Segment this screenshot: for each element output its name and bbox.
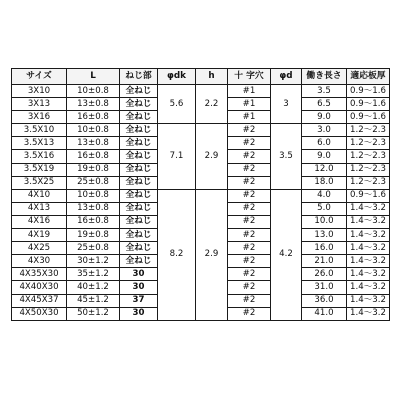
cell-length: 25±0.8 <box>67 176 120 189</box>
table-row <box>12 189 390 202</box>
cell-thread: 全ねじ <box>120 255 158 268</box>
cell-recess: #2 <box>228 163 271 176</box>
cell-head-height: 2.9 <box>196 189 228 320</box>
header-work-length: 働き長さ <box>302 69 347 85</box>
cell-plate-thickness: 1.4～3.2 <box>347 294 390 307</box>
cell-size: 3.5X16 <box>12 150 67 163</box>
cell-plate-thickness: 0.9～1.6 <box>347 111 390 124</box>
cell-size: 3.5X19 <box>12 163 67 176</box>
cell-work-length: 36.0 <box>302 294 347 307</box>
cell-length: 10±0.8 <box>67 124 120 137</box>
header-plate-thickness: 適応板厚 <box>347 69 390 85</box>
cell-size: 4X25 <box>12 242 67 255</box>
cell-thread: 37 <box>120 294 158 307</box>
cell-recess: #2 <box>228 215 271 228</box>
table-row <box>12 85 390 98</box>
cell-plate-thickness: 0.9～1.6 <box>347 98 390 111</box>
cell-size: 3.5X13 <box>12 137 67 150</box>
cell-plate-thickness: 1.4～3.2 <box>347 255 390 268</box>
cell-size: 4X30 <box>12 255 67 268</box>
header-recess: 十 字穴 <box>228 69 271 85</box>
header-head-height: h <box>196 69 228 85</box>
cell-length: 16±0.8 <box>67 150 120 163</box>
cell-work-length: 4.0 <box>302 189 347 202</box>
cell-length: 45±1.2 <box>67 294 120 307</box>
cell-size: 4X35X30 <box>12 268 67 281</box>
cell-size: 3.5X10 <box>12 124 67 137</box>
cell-size: 3X13 <box>12 98 67 111</box>
cell-recess: #1 <box>228 98 271 111</box>
cell-size: 4X16 <box>12 215 67 228</box>
cell-work-length: 3.5 <box>302 85 347 98</box>
cell-size: 4X40X30 <box>12 281 67 294</box>
cell-work-length: 10.0 <box>302 215 347 228</box>
cell-plate-thickness: 0.9～1.6 <box>347 85 390 98</box>
cell-size: 4X19 <box>12 229 67 242</box>
cell-thread: 全ねじ <box>120 215 158 228</box>
cell-length: 16±0.8 <box>67 111 120 124</box>
cell-recess: #2 <box>228 307 271 320</box>
cell-thread: 全ねじ <box>120 85 158 98</box>
cell-thread: 全ねじ <box>120 229 158 242</box>
cell-work-length: 5.0 <box>302 202 347 215</box>
cell-thread: 全ねじ <box>120 176 158 189</box>
cell-length: 30±1.2 <box>67 255 120 268</box>
cell-recess: #1 <box>228 85 271 98</box>
cell-plate-thickness: 1.2～2.3 <box>347 124 390 137</box>
cell-work-length: 41.0 <box>302 307 347 320</box>
cell-work-length: 9.0 <box>302 150 347 163</box>
cell-head-diameter: 5.6 <box>158 85 196 124</box>
cell-plate-thickness: 1.4～3.2 <box>347 215 390 228</box>
cell-size: 4X50X30 <box>12 307 67 320</box>
cell-thread: 全ねじ <box>120 150 158 163</box>
cell-work-length: 31.0 <box>302 281 347 294</box>
cell-plate-thickness: 1.4～3.2 <box>347 307 390 320</box>
cell-recess: #2 <box>228 294 271 307</box>
cell-recess: #2 <box>228 268 271 281</box>
cell-work-length: 16.0 <box>302 242 347 255</box>
cell-recess: #2 <box>228 124 271 137</box>
cell-work-length: 6.0 <box>302 137 347 150</box>
cell-length: 13±0.8 <box>67 202 120 215</box>
cell-thread: 30 <box>120 281 158 294</box>
cell-work-length: 9.0 <box>302 111 347 124</box>
cell-work-length: 6.5 <box>302 98 347 111</box>
cell-size: 3X16 <box>12 111 67 124</box>
cell-recess: #2 <box>228 176 271 189</box>
cell-recess: #2 <box>228 281 271 294</box>
cell-recess: #1 <box>228 111 271 124</box>
header-size: サイズ <box>12 69 67 85</box>
screw-spec-table <box>11 68 390 321</box>
cell-diameter: 3.5 <box>271 124 302 189</box>
cell-thread: 全ねじ <box>120 163 158 176</box>
header-length: L <box>67 69 120 85</box>
cell-recess: #2 <box>228 242 271 255</box>
cell-diameter: 4.2 <box>271 189 302 320</box>
cell-work-length: 21.0 <box>302 255 347 268</box>
header-row <box>12 69 390 85</box>
cell-plate-thickness: 1.4～3.2 <box>347 242 390 255</box>
cell-thread: 全ねじ <box>120 242 158 255</box>
cell-thread: 30 <box>120 307 158 320</box>
cell-head-height: 2.9 <box>196 124 228 189</box>
cell-plate-thickness: 1.2～2.3 <box>347 163 390 176</box>
cell-thread: 全ねじ <box>120 111 158 124</box>
cell-size: 3X10 <box>12 85 67 98</box>
cell-work-length: 12.0 <box>302 163 347 176</box>
header-thread: ねじ部 <box>120 69 158 85</box>
header-head-diameter: φdk <box>158 69 196 85</box>
cell-work-length: 26.0 <box>302 268 347 281</box>
cell-plate-thickness: 0.9～1.6 <box>347 189 390 202</box>
cell-work-length: 18.0 <box>302 176 347 189</box>
table-body <box>12 85 390 321</box>
cell-size: 4X45X37 <box>12 294 67 307</box>
cell-thread: 全ねじ <box>120 98 158 111</box>
cell-size: 4X13 <box>12 202 67 215</box>
cell-recess: #2 <box>228 150 271 163</box>
table-row <box>12 124 390 137</box>
cell-plate-thickness: 1.2～2.3 <box>347 150 390 163</box>
cell-size: 3.5X25 <box>12 176 67 189</box>
cell-work-length: 13.0 <box>302 229 347 242</box>
cell-plate-thickness: 1.4～3.2 <box>347 229 390 242</box>
cell-length: 19±0.8 <box>67 229 120 242</box>
cell-length: 13±0.8 <box>67 137 120 150</box>
cell-length: 35±1.2 <box>67 268 120 281</box>
cell-thread: 全ねじ <box>120 189 158 202</box>
cell-thread: 全ねじ <box>120 124 158 137</box>
cell-head-diameter: 8.2 <box>158 189 196 320</box>
cell-plate-thickness: 1.4～3.2 <box>347 268 390 281</box>
cell-head-height: 2.2 <box>196 85 228 124</box>
cell-length: 50±1.2 <box>67 307 120 320</box>
header-diameter: φd <box>271 69 302 85</box>
cell-plate-thickness: 1.4～3.2 <box>347 202 390 215</box>
cell-length: 40±1.2 <box>67 281 120 294</box>
cell-plate-thickness: 1.2～2.3 <box>347 137 390 150</box>
cell-thread: 全ねじ <box>120 202 158 215</box>
cell-length: 10±0.8 <box>67 85 120 98</box>
cell-length: 13±0.8 <box>67 98 120 111</box>
cell-plate-thickness: 1.4～3.2 <box>347 281 390 294</box>
cell-work-length: 3.0 <box>302 124 347 137</box>
cell-length: 25±0.8 <box>67 242 120 255</box>
cell-length: 19±0.8 <box>67 163 120 176</box>
cell-length: 10±0.8 <box>67 189 120 202</box>
cell-recess: #2 <box>228 202 271 215</box>
cell-recess: #2 <box>228 255 271 268</box>
cell-recess: #2 <box>228 189 271 202</box>
cell-thread: 30 <box>120 268 158 281</box>
cell-thread: 全ねじ <box>120 137 158 150</box>
cell-recess: #2 <box>228 137 271 150</box>
cell-size: 4X10 <box>12 189 67 202</box>
cell-diameter: 3 <box>271 85 302 124</box>
cell-length: 16±0.8 <box>67 215 120 228</box>
cell-head-diameter: 7.1 <box>158 124 196 189</box>
cell-plate-thickness: 1.2～2.3 <box>347 176 390 189</box>
cell-recess: #2 <box>228 229 271 242</box>
